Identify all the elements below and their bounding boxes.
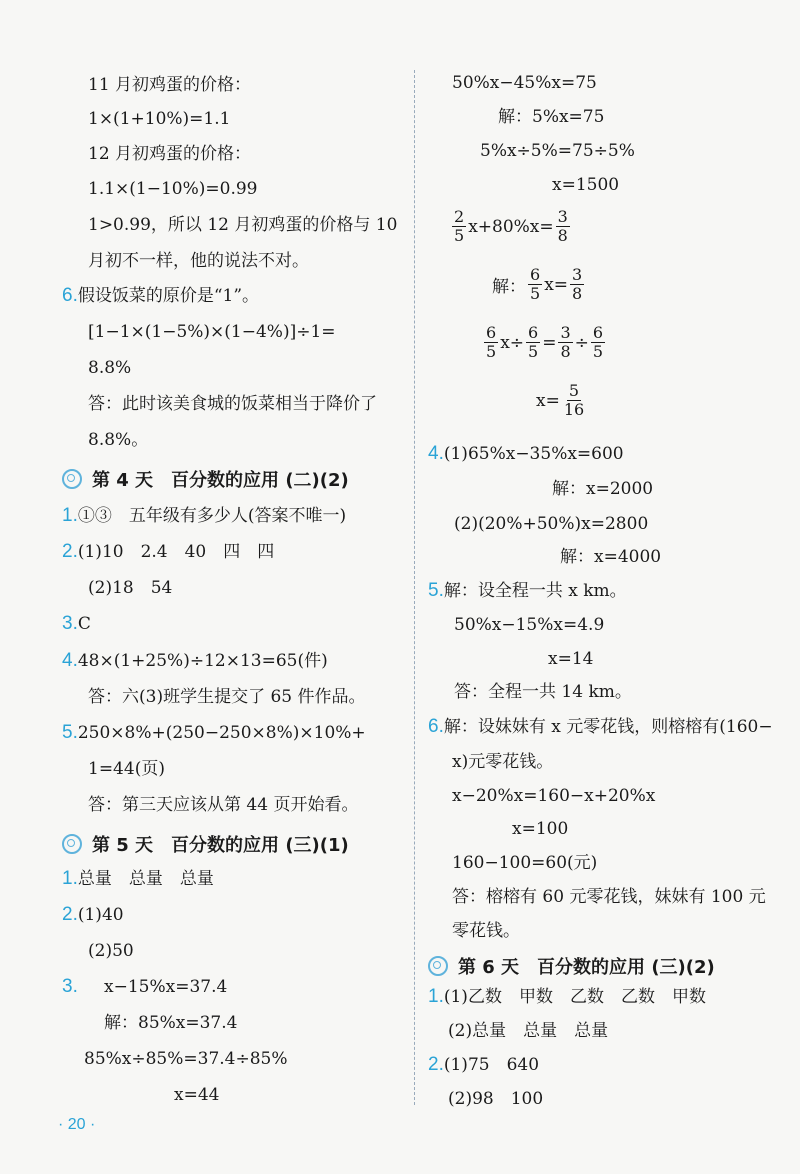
question-number: 3. <box>62 613 78 634</box>
text-line: (2)18 54 <box>88 578 173 598</box>
text: 48×(1+25%)÷12×13=65(件) <box>77 651 328 671</box>
text-line: 5%x÷5%=75÷5% <box>480 141 635 161</box>
text: x+80%x= <box>468 216 554 237</box>
fraction: $\frac{6}{5}$ <box>486 323 497 361</box>
page-number: · 20 · <box>58 1116 96 1133</box>
question-number: 1. <box>62 868 78 889</box>
fraction: $\frac{3}{8}$ <box>557 207 568 245</box>
fraction-equation <box>492 266 586 303</box>
question-6 <box>428 716 773 738</box>
text-line: x=1500 <box>552 175 620 195</box>
text: ÷ <box>574 332 589 353</box>
question-number: 5. <box>428 580 444 601</box>
text-line: 答：榕榕有 60 元零花钱，妹妹有 100 元 <box>452 887 766 907</box>
fraction: $\frac{6}{5}$ <box>592 323 604 361</box>
text-line: 1>0.99，所以 12 月初鸡蛋的价格与 10 <box>88 215 398 235</box>
section-heading-day6 <box>428 953 715 979</box>
question-number: 2. <box>428 1054 444 1075</box>
question-1 <box>428 986 706 1008</box>
text: x÷ <box>500 332 525 353</box>
text-line: 85%x÷85%=37.4÷85% <box>84 1049 288 1069</box>
text: (1)65%x−35%x=600 <box>443 444 624 464</box>
text-line: 12 月初鸡蛋的价格： <box>88 144 252 164</box>
text: ①③ 五年级有多少人(答案不唯一) <box>77 506 347 526</box>
fraction: $\frac{3}{8}$ <box>572 265 583 303</box>
text: (1)75 640 <box>443 1055 540 1075</box>
text-line: 11 月初鸡蛋的价格： <box>88 75 252 95</box>
question-number: 6. <box>62 285 78 306</box>
text-line: 答：第三天应该从第 44 页开始看。 <box>88 795 359 815</box>
question-2 <box>62 904 124 926</box>
text-line: 答：六(3)班学生提交了 65 件作品。 <box>88 687 366 707</box>
fraction: $\frac{5}{16}$ <box>563 381 585 419</box>
text: 解：设全程一共 x km。 <box>443 581 627 601</box>
question-1 <box>62 868 214 890</box>
text-line: 解：x=4000 <box>560 547 662 567</box>
text: = <box>542 332 557 353</box>
question-4 <box>428 443 624 465</box>
text-line: x=100 <box>512 819 569 839</box>
question-number: 4. <box>62 650 78 671</box>
question-2 <box>62 541 274 563</box>
fraction: $\frac{6}{5}$ <box>530 265 541 303</box>
text: (1)乙数 甲数 乙数 乙数 甲数 <box>443 987 706 1007</box>
section-title: 第 6 天 百分数的应用 (三)(2) <box>458 957 715 978</box>
question-5 <box>428 580 627 602</box>
section-heading-day4 <box>62 466 349 492</box>
text-line: 月初不一样，他的说法不对。 <box>88 251 309 271</box>
circle-bullet-icon <box>62 834 82 854</box>
text-line: x=14 <box>548 649 594 669</box>
text: 解：设妹妹有 x 元零花钱，则榕榕有(160− <box>443 717 773 737</box>
text-line: 答：此时该美食城的饭菜相当于降价了 <box>88 394 377 414</box>
text-line: 解：5%x=75 <box>498 107 605 127</box>
section-title: 第 5 天 百分数的应用 (三)(1) <box>92 835 349 856</box>
question-number: 2. <box>62 541 78 562</box>
question-number: 1. <box>62 505 78 526</box>
text-line: 8.8%。 <box>88 430 149 450</box>
fraction-equation <box>536 382 588 419</box>
text-line: 1=44(页) <box>88 759 165 779</box>
text-line: 1.1×(1−10%)=0.99 <box>88 179 258 199</box>
text: x= <box>536 390 560 411</box>
text-line: (2)总量 总量 总量 <box>448 1021 609 1041</box>
question-6 <box>62 285 259 307</box>
text-line: 零花钱。 <box>452 921 520 941</box>
question-number: 1. <box>428 986 444 1007</box>
text: 总量 总量 总量 <box>77 869 214 889</box>
text: x= <box>544 274 569 295</box>
fraction: $\frac{2}{5}$ <box>454 207 465 245</box>
text-line: 答：全程一共 14 km。 <box>454 682 632 702</box>
text-line: 解：85%x=37.4 <box>104 1013 238 1033</box>
section-title: 第 4 天 百分数的应用 (二)(2) <box>92 470 349 491</box>
question-1 <box>62 505 346 527</box>
text-line: [1−1×(1−5%)×(1−4%)]÷1= <box>88 322 336 342</box>
fraction-equation <box>450 208 572 245</box>
question-number: 4. <box>428 443 444 464</box>
question-4 <box>62 650 328 672</box>
circle-bullet-icon <box>428 956 448 976</box>
column-divider <box>414 70 416 1105</box>
text-line: (2)98 100 <box>448 1089 544 1109</box>
text-line: 1×(1+10%)=1.1 <box>88 109 231 129</box>
fraction-equation <box>482 324 607 361</box>
question-3 <box>62 613 91 635</box>
text-line: (2)50 <box>88 941 134 961</box>
text-line: 8.8% <box>88 358 132 378</box>
question-5 <box>62 722 366 744</box>
fraction: $\frac{6}{5}$ <box>528 323 539 361</box>
text: (1)10 2.4 40 四 四 <box>77 542 275 562</box>
text-line: (2)(20%+50%)x=2800 <box>454 514 649 534</box>
text-line: x=44 <box>174 1085 220 1105</box>
question-number: 5. <box>62 722 78 743</box>
text: 假设饭菜的原价是“1”。 <box>77 286 260 306</box>
text-line: x)元零花钱。 <box>452 752 554 772</box>
fraction: $\frac{3}{8}$ <box>560 323 571 361</box>
text-line: 50%x−15%x=4.9 <box>454 615 605 635</box>
circle-bullet-icon <box>62 469 82 489</box>
text-line: 160−100=60(元) <box>452 853 598 873</box>
question-number: 2. <box>62 904 78 925</box>
text: 250×8%+(250−250×8%)×10%+ <box>77 723 366 743</box>
text-line: x−20%x=160−x+20%x <box>452 786 656 806</box>
question-3 <box>62 976 78 998</box>
text-line: 解：x=2000 <box>552 479 654 499</box>
text: C <box>77 614 91 634</box>
section-heading-day5 <box>62 831 349 857</box>
text-line: 50%x−45%x=75 <box>452 73 597 93</box>
question-number: 3. <box>62 976 78 997</box>
text-line: x−15%x=37.4 <box>104 977 228 997</box>
text: 解： <box>492 277 526 297</box>
question-2 <box>428 1054 539 1076</box>
question-number: 6. <box>428 716 444 737</box>
text: (1)40 <box>77 905 124 925</box>
